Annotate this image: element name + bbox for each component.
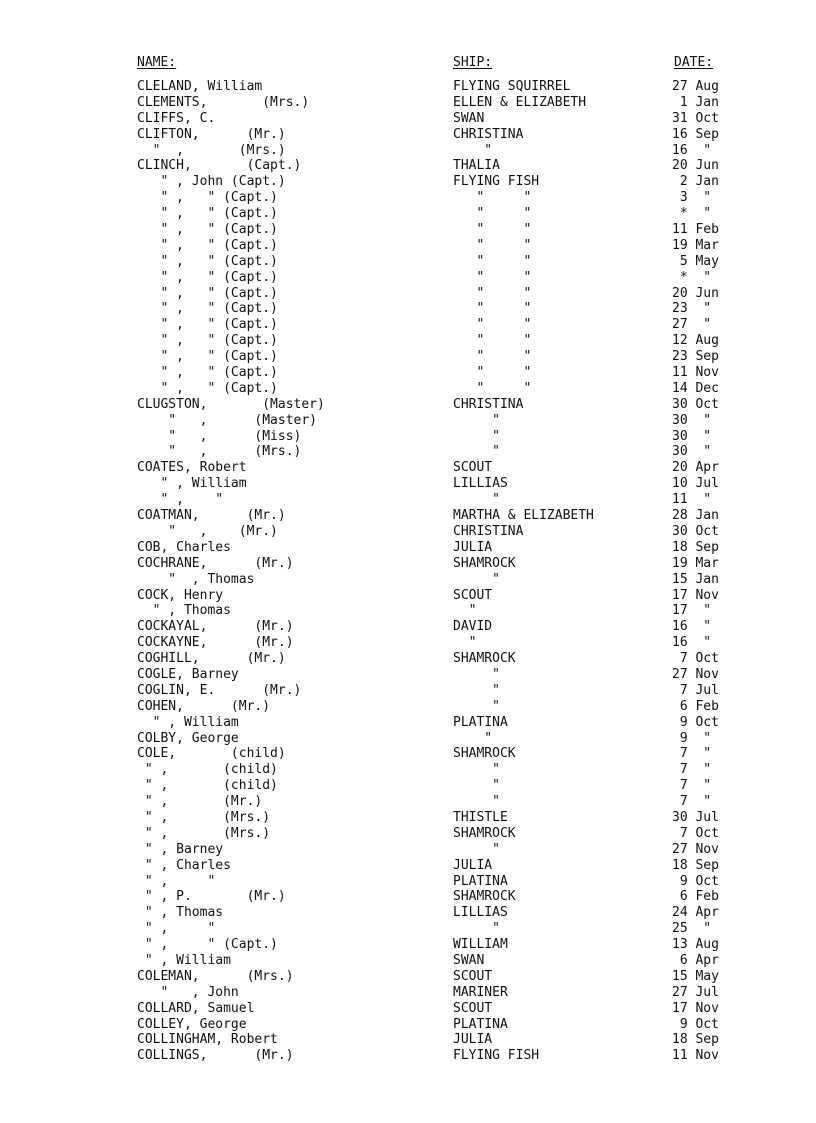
list-row	[0, 937, 816, 953]
ship-name: " "	[453, 285, 532, 301]
ship-name: " "	[453, 222, 532, 238]
ship-name: " "	[453, 190, 532, 206]
arrival-date: 6 Feb	[672, 889, 719, 905]
passenger-name: COLLINGS, (Mr.)	[137, 1048, 294, 1064]
list-row	[0, 397, 816, 413]
header-date: DATE:	[674, 55, 714, 70]
header-ship: SHIP:	[453, 55, 493, 70]
arrival-date: 20 Apr	[672, 460, 719, 476]
list-row	[0, 635, 816, 651]
list-row	[0, 111, 816, 127]
ship-name: MARTHA & ELIZABETH	[453, 508, 594, 524]
list-row	[0, 842, 816, 858]
arrival-date: 9 "	[672, 730, 712, 746]
arrival-date: 30 Jul	[672, 809, 719, 825]
list-row	[0, 588, 816, 604]
passenger-name: " , John (Capt.)	[137, 174, 286, 190]
ship-name: " "	[453, 333, 532, 349]
arrival-date: 5 May	[672, 253, 719, 269]
arrival-date: 31 Oct	[672, 110, 719, 126]
passenger-name: " , Thomas	[137, 905, 224, 921]
list-row	[0, 874, 816, 890]
passenger-name: " , (child)	[137, 762, 278, 778]
ship-name: DAVID	[453, 619, 493, 635]
list-row	[0, 1032, 816, 1048]
arrival-date: 7 "	[672, 794, 712, 810]
arrival-date: 11 "	[672, 492, 712, 508]
ship-name: SHAMROCK	[453, 889, 516, 905]
passenger-name: " , " (Capt.)	[137, 380, 278, 396]
arrival-date: 30 Oct	[672, 396, 719, 412]
ship-name: "	[453, 603, 477, 619]
ship-name: "	[453, 492, 500, 508]
passenger-name: COHEN, (Mr.)	[137, 698, 271, 714]
arrival-date: 7 "	[672, 746, 712, 762]
list-row	[0, 746, 816, 762]
list-row	[0, 524, 816, 540]
list-row	[0, 460, 816, 476]
arrival-date: 16 "	[672, 619, 712, 635]
passenger-name: " , (Mrs.)	[137, 142, 286, 158]
passenger-name: COGHILL, (Mr.)	[137, 651, 286, 667]
list-row	[0, 95, 816, 111]
ship-name: " "	[453, 301, 532, 317]
list-row	[0, 540, 816, 556]
arrival-date: 16 "	[672, 635, 712, 651]
arrival-date: 11 Feb	[672, 222, 719, 238]
list-row	[0, 1017, 816, 1033]
passenger-name: CLIFFS, C.	[137, 110, 216, 126]
passenger-name: CLIFTON, (Mr.)	[137, 126, 286, 142]
list-row	[0, 667, 816, 683]
ship-name: "	[453, 794, 500, 810]
list-row	[0, 254, 816, 270]
list-row	[0, 778, 816, 794]
ship-name: " "	[453, 349, 532, 365]
passenger-name: COCK, Henry	[137, 587, 224, 603]
ship-name: WILLIAM	[453, 937, 508, 953]
passenger-name: " , " (Capt.)	[137, 237, 278, 253]
ship-name: SHAMROCK	[453, 555, 516, 571]
ship-name: MARINER	[453, 984, 508, 1000]
arrival-date: 20 Jun	[672, 285, 719, 301]
passenger-name: " , (Miss)	[137, 428, 302, 444]
arrival-date: 27 Nov	[672, 841, 719, 857]
ship-name: " "	[453, 206, 532, 222]
list-row	[0, 444, 816, 460]
passenger-name: " , Barney	[137, 841, 224, 857]
list-row	[0, 286, 816, 302]
list-row	[0, 365, 816, 381]
arrival-date: 30 "	[672, 428, 712, 444]
arrival-date: 30 "	[672, 412, 712, 428]
ship-name: JULIA	[453, 539, 493, 555]
list-row	[0, 715, 816, 731]
arrival-date: 11 Nov	[672, 1048, 719, 1064]
arrival-date: 2 Jan	[672, 174, 719, 190]
passenger-name: " , " (Capt.)	[137, 253, 278, 269]
arrival-date: 9 Oct	[672, 873, 719, 889]
arrival-date: 7 Jul	[672, 682, 719, 698]
list-row	[0, 731, 816, 747]
ship-name: SCOUT	[453, 1000, 493, 1016]
arrival-date: 7 "	[672, 762, 712, 778]
ship-name: "	[453, 444, 500, 460]
ship-name: THISTLE	[453, 809, 508, 825]
list-row	[0, 333, 816, 349]
ship-name: "	[453, 730, 493, 746]
passenger-name: " , John	[137, 984, 239, 1000]
arrival-date: 13 Aug	[672, 937, 719, 953]
passenger-name: " , " (Capt.)	[137, 301, 278, 317]
ship-name: " "	[453, 237, 532, 253]
passenger-name: " , " (Capt.)	[137, 317, 278, 333]
arrival-date: 1 Jan	[672, 94, 719, 110]
passenger-name: COLEMAN, (Mrs.)	[137, 968, 294, 984]
ship-name: SCOUT	[453, 460, 493, 476]
ship-name: "	[453, 142, 493, 158]
passenger-name: " , William	[137, 952, 231, 968]
arrival-date: 7 Oct	[672, 651, 719, 667]
passenger-name: " , "	[137, 921, 216, 937]
ship-name: SCOUT	[453, 968, 493, 984]
passenger-name: COGLE, Barney	[137, 666, 239, 682]
arrival-date: 18 Sep	[672, 539, 719, 555]
list-row	[0, 158, 816, 174]
arrival-date: 20 Jun	[672, 158, 719, 174]
passenger-name: COLLINGHAM, Robert	[137, 1032, 278, 1048]
ship-name: SHAMROCK	[453, 746, 516, 762]
ship-name: FLYING FISH	[453, 1048, 540, 1064]
arrival-date: 18 Sep	[672, 1032, 719, 1048]
ship-name: SHAMROCK	[453, 651, 516, 667]
list-row	[0, 127, 816, 143]
list-row	[0, 826, 816, 842]
arrival-date: 24 Apr	[672, 905, 719, 921]
list-row	[0, 794, 816, 810]
arrival-date: 23 Sep	[672, 349, 719, 365]
arrival-date: 6 Apr	[672, 952, 719, 968]
arrival-date: 18 Sep	[672, 857, 719, 873]
arrival-date: 27 Nov	[672, 666, 719, 682]
arrival-date: 27 Jul	[672, 984, 719, 1000]
passenger-name: " , (Mrs.)	[137, 444, 302, 460]
list-row	[0, 1048, 816, 1064]
ship-name: CHRISTINA	[453, 126, 524, 142]
passenger-name: " , Charles	[137, 857, 231, 873]
ship-name: JULIA	[453, 1032, 493, 1048]
passenger-name: COLLARD, Samuel	[137, 1000, 255, 1016]
list-row	[0, 603, 816, 619]
passenger-name: COCKAYNE, (Mr.)	[137, 635, 294, 651]
ship-name: "	[453, 841, 500, 857]
arrival-date: 25 "	[672, 921, 712, 937]
ship-name: LILLIAS	[453, 905, 508, 921]
list-row	[0, 508, 816, 524]
passenger-name: CLUGSTON, (Master)	[137, 396, 325, 412]
arrival-date: * "	[672, 269, 712, 285]
ship-name: SWAN	[453, 110, 485, 126]
passenger-name: " , (child)	[137, 778, 278, 794]
arrival-date: 12 Aug	[672, 333, 719, 349]
list-row	[0, 905, 816, 921]
list-row	[0, 476, 816, 492]
passenger-name: " , (Mr.)	[137, 523, 278, 539]
passenger-name: " , William	[137, 714, 239, 730]
list-row	[0, 270, 816, 286]
passenger-name: " , " (Capt.)	[137, 365, 278, 381]
arrival-date: 7 "	[672, 778, 712, 794]
ship-name: PLATINA	[453, 714, 508, 730]
arrival-date: * "	[672, 206, 712, 222]
arrival-date: 30 Oct	[672, 523, 719, 539]
passenger-name: " , Thomas	[137, 603, 231, 619]
list-row	[0, 1001, 816, 1017]
arrival-date: 17 "	[672, 603, 712, 619]
passenger-name: COB, Charles	[137, 539, 231, 555]
list-row	[0, 429, 816, 445]
passenger-list	[0, 79, 816, 1064]
ship-name: "	[453, 412, 500, 428]
arrival-date: 14 Dec	[672, 380, 719, 396]
list-row	[0, 79, 816, 95]
arrival-date: 10 Jul	[672, 476, 719, 492]
passenger-name: " , (Mrs.)	[137, 825, 271, 841]
arrival-date: 16 "	[672, 142, 712, 158]
arrival-date: 15 Jan	[672, 571, 719, 587]
passenger-name: " , " (Capt.)	[137, 285, 278, 301]
list-row	[0, 572, 816, 588]
column-headers	[0, 55, 816, 73]
ship-name: "	[453, 762, 500, 778]
ship-name: CHRISTINA	[453, 523, 524, 539]
arrival-date: 19 Mar	[672, 237, 719, 253]
ship-name: " "	[453, 253, 532, 269]
ship-name: "	[453, 682, 500, 698]
list-row	[0, 492, 816, 508]
ship-name: "	[453, 921, 500, 937]
ship-name: " "	[453, 365, 532, 381]
arrival-date: 17 Nov	[672, 587, 719, 603]
passenger-name: COGLIN, E. (Mr.)	[137, 682, 302, 698]
passenger-name: " , " (Capt.)	[137, 269, 278, 285]
list-row	[0, 206, 816, 222]
passenger-name: COCHRANE, (Mr.)	[137, 555, 294, 571]
ship-name: " "	[453, 380, 532, 396]
passenger-name: COATMAN, (Mr.)	[137, 508, 286, 524]
passenger-name: " , " (Capt.)	[137, 937, 278, 953]
arrival-date: 27 "	[672, 317, 712, 333]
ship-name: "	[453, 635, 477, 651]
header-name: NAME:	[137, 55, 177, 70]
passenger-name: COLBY, George	[137, 730, 239, 746]
ship-name: PLATINA	[453, 873, 508, 889]
ship-name: SCOUT	[453, 587, 493, 603]
arrival-date: 11 Nov	[672, 365, 719, 381]
passenger-name: " , P. (Mr.)	[137, 889, 286, 905]
arrival-date: 17 Nov	[672, 1000, 719, 1016]
ship-name: LILLIAS	[453, 476, 508, 492]
list-row	[0, 699, 816, 715]
ship-name: "	[453, 698, 500, 714]
passenger-name: " , (Master)	[137, 412, 318, 428]
ship-name: "	[453, 666, 500, 682]
ship-name: "	[453, 428, 500, 444]
ship-name: SHAMROCK	[453, 825, 516, 841]
passenger-name: CLEMENTS, (Mrs.)	[137, 94, 310, 110]
list-row	[0, 381, 816, 397]
ship-name: ELLEN & ELIZABETH	[453, 94, 587, 110]
list-row	[0, 301, 816, 317]
list-row	[0, 349, 816, 365]
list-row	[0, 921, 816, 937]
arrival-date: 15 May	[672, 968, 719, 984]
list-row	[0, 222, 816, 238]
ship-name: FLYING SQUIRREL	[453, 79, 571, 94]
ship-name: PLATINA	[453, 1016, 508, 1032]
list-row	[0, 762, 816, 778]
ship-name: CHRISTINA	[453, 396, 524, 412]
passenger-name: COATES, Robert	[137, 460, 247, 476]
arrival-date: 28 Jan	[672, 508, 719, 524]
ship-name: " "	[453, 269, 532, 285]
list-row	[0, 683, 816, 699]
passenger-name: COLLEY, George	[137, 1016, 247, 1032]
arrival-date: 27 Aug	[672, 79, 719, 94]
list-row	[0, 190, 816, 206]
passenger-name: " , "	[137, 492, 224, 508]
ship-name: JULIA	[453, 857, 493, 873]
passenger-name: " , Thomas	[137, 571, 255, 587]
passenger-name: " , William	[137, 476, 247, 492]
list-row	[0, 953, 816, 969]
passenger-name: " , " (Capt.)	[137, 206, 278, 222]
list-row	[0, 969, 816, 985]
passenger-name: " , "	[137, 873, 216, 889]
passenger-name: CLINCH, (Capt.)	[137, 158, 302, 174]
ship-name: SWAN	[453, 952, 485, 968]
ship-name: FLYING FISH	[453, 174, 540, 190]
list-row	[0, 174, 816, 190]
ship-name: "	[453, 778, 500, 794]
passenger-name: " , " (Capt.)	[137, 222, 278, 238]
arrival-date: 9 Oct	[672, 1016, 719, 1032]
passenger-name: COLE, (child)	[137, 746, 286, 762]
list-row	[0, 889, 816, 905]
passenger-name: " , (Mrs.)	[137, 809, 271, 825]
passenger-name: " , " (Capt.)	[137, 349, 278, 365]
arrival-date: 7 Oct	[672, 825, 719, 841]
arrival-date: 9 Oct	[672, 714, 719, 730]
list-row	[0, 556, 816, 572]
ship-name: THALIA	[453, 158, 500, 174]
list-row	[0, 413, 816, 429]
ship-name: "	[453, 571, 500, 587]
arrival-date: 3 "	[672, 190, 712, 206]
passenger-name: " , " (Capt.)	[137, 333, 278, 349]
list-row	[0, 651, 816, 667]
passenger-name: " , " (Capt.)	[137, 190, 278, 206]
ship-name: " "	[453, 317, 532, 333]
arrival-date: 19 Mar	[672, 555, 719, 571]
list-row	[0, 810, 816, 826]
passenger-name: COCKAYAL, (Mr.)	[137, 619, 294, 635]
arrival-date: 16 Sep	[672, 126, 719, 142]
list-row	[0, 238, 816, 254]
list-row	[0, 143, 816, 159]
list-row	[0, 317, 816, 333]
list-row	[0, 858, 816, 874]
list-row	[0, 619, 816, 635]
arrival-date: 23 "	[672, 301, 712, 317]
passenger-name: " , (Mr.)	[137, 794, 263, 810]
passenger-name: CLELAND, William	[137, 79, 263, 94]
arrival-date: 30 "	[672, 444, 712, 460]
list-row	[0, 985, 816, 1001]
arrival-date: 6 Feb	[672, 698, 719, 714]
